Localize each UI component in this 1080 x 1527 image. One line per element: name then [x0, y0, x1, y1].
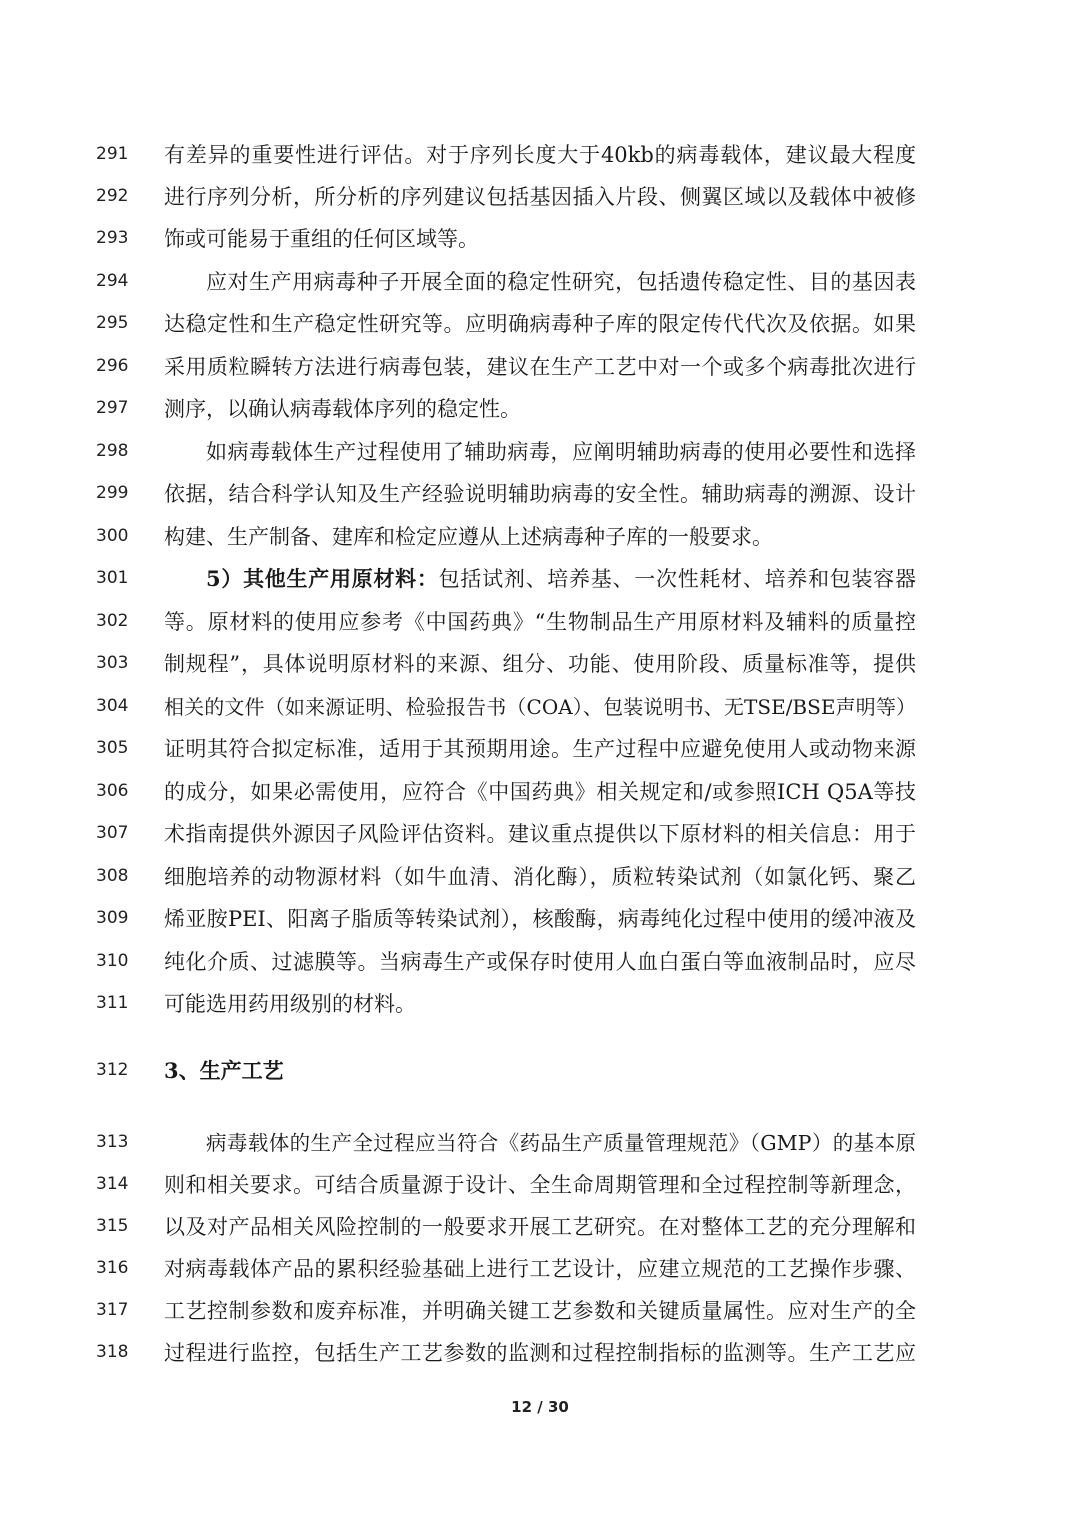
- text-line: [0, 898, 1080, 940]
- line-number: 311: [96, 993, 129, 1013]
- text-line: [0, 346, 1080, 388]
- line-text: 术指南提供外源因子风险评估资料。建议重点提供以下原材料的相关信息：用于: [164, 822, 916, 846]
- line-text: 应对生产用病毒种子开展全面的稳定性研究，包括遗传稳定性、目的基因表: [206, 270, 916, 294]
- line-number: 300: [96, 526, 129, 546]
- text-line: [0, 473, 1080, 515]
- line-number: 316: [96, 1258, 129, 1278]
- line-number: 304: [96, 696, 129, 716]
- text-line: [0, 218, 1080, 260]
- text-line: [0, 1122, 1080, 1164]
- section-heading-line: [0, 1050, 1080, 1092]
- line-text: 对病毒载体产品的累积经验基础上进行工艺设计，应建立规范的工艺操作步骤、: [164, 1257, 916, 1281]
- line-text: 工艺控制参数和废弃标准，并明确关键工艺参数和关键质量属性。应对生产的全: [164, 1299, 916, 1323]
- line-text: 以及对产品相关风险控制的一般要求开展工艺研究。在对整体工艺的充分理解和: [164, 1215, 916, 1239]
- text-line: [0, 516, 1080, 558]
- text-line: [0, 176, 1080, 218]
- text-line: [0, 388, 1080, 430]
- line-number: 297: [96, 398, 129, 418]
- line-number: 291: [96, 144, 129, 164]
- line-text: 证明其符合拟定标准，适用于其预期用途。生产过程中应避免使用人或动物来源: [164, 737, 916, 761]
- line-text: [206, 558, 916, 600]
- text-line: [0, 1290, 1080, 1332]
- line-number: 296: [96, 356, 129, 376]
- line-number: 318: [96, 1342, 129, 1362]
- line-number: 305: [96, 738, 129, 758]
- line-number: 294: [96, 271, 129, 291]
- line-text: 测序，以确认病毒载体序列的稳定性。: [164, 397, 521, 421]
- subsection-heading: 5）其他生产用原材料：: [206, 566, 439, 591]
- line-number: 293: [96, 228, 129, 248]
- line-text: 采用质粒瞬转方法进行病毒包装，建议在生产工艺中对一个或多个病毒批次进行: [164, 355, 916, 379]
- line-number: 312: [96, 1060, 129, 1080]
- line-text: 制规程”，具体说明原材料的来源、组分、功能、使用阶段、质量标准等，提供: [164, 652, 916, 676]
- line-text: 相关的文件（如来源证明、检验报告书（COA）、包装说明书、无TSE/BSE声明等）: [164, 695, 916, 719]
- line-text: 过程进行监控，包括生产工艺参数的监测和过程控制指标的监测等。生产工艺应: [164, 1341, 916, 1365]
- line-number: 298: [96, 441, 129, 461]
- text-line: [0, 1332, 1080, 1374]
- text-line: [0, 813, 1080, 855]
- text-line: [0, 431, 1080, 473]
- text-line: [0, 643, 1080, 685]
- line-text: 达稳定性和生产稳定性研究等。应明确病毒种子库的限定传代代次及依据。如果: [164, 312, 916, 336]
- text-line: [0, 1164, 1080, 1206]
- line-number: 302: [96, 611, 129, 631]
- line-text: 构建、生产制备、建库和检定应遵从上述病毒种子库的一般要求。: [164, 525, 773, 549]
- line-text: 饰或可能易于重组的任何区域等。: [164, 227, 479, 251]
- line-text: 的成分，如果必需使用，应符合《中国药典》相关规定和/或参照ICH Q5A等技: [164, 780, 916, 804]
- text-line: [0, 941, 1080, 983]
- line-text: 烯亚胺PEI、阳离子脂质等转染试剂），核酸酶，病毒纯化过程中使用的缓冲液及: [164, 907, 916, 931]
- text-line: [0, 686, 1080, 728]
- line-text: 可能选用药用级别的材料。: [164, 992, 416, 1016]
- line-number: 301: [96, 568, 129, 588]
- line-number: 295: [96, 313, 129, 333]
- line-text: 等。原材料的使用应参考《中国药典》“生物制品生产用原材料及辅料的质量控: [164, 610, 916, 634]
- text-line: [0, 134, 1080, 176]
- line-text: 则和相关要求。可结合质量源于设计、全生命周期管理和全过程控制等新理念，: [164, 1173, 916, 1197]
- text-line: [0, 1206, 1080, 1248]
- line-text: 细胞培养的动物源材料（如牛血清、消化酶），质粒转染试剂（如氯化钙、聚乙: [164, 865, 916, 889]
- line-number: 307: [96, 823, 129, 843]
- line-number: 306: [96, 781, 129, 801]
- line-number: 315: [96, 1216, 129, 1236]
- line-number: 292: [96, 186, 129, 206]
- line-text: 纯化介质、过滤膜等。当病毒生产或保存时使用人血白蛋白等血液制品时，应尽: [164, 950, 916, 974]
- text-line: [0, 601, 1080, 643]
- line-text: 病毒载体的生产全过程应当符合《药品生产质量管理规范》（GMP）的基本原: [206, 1131, 916, 1155]
- text-line: [0, 303, 1080, 345]
- text-line: [0, 728, 1080, 770]
- text-line: [0, 261, 1080, 303]
- section-heading: 3、生产工艺: [164, 1058, 284, 1083]
- line-number: 303: [96, 653, 129, 673]
- line-text: 如病毒载体生产过程使用了辅助病毒，应阐明辅助病毒的使用必要性和选择: [206, 440, 916, 464]
- line-text: 有差异的重要性进行评估。对于序列长度大于40kb的病毒载体，建议最大程度: [164, 143, 916, 167]
- line-number: 313: [96, 1132, 129, 1152]
- text-line: [0, 983, 1080, 1025]
- text-line: [0, 771, 1080, 813]
- text-line: [0, 1248, 1080, 1290]
- line-number: 317: [96, 1300, 129, 1320]
- text-line: [0, 558, 1080, 600]
- line-number: 314: [96, 1174, 129, 1194]
- line-number: 299: [96, 483, 129, 503]
- subsection-text: 包括试剂、培养基、一次性耗材、培养和包装容器: [438, 567, 916, 591]
- line-number: 310: [96, 951, 129, 971]
- line-number: 309: [96, 908, 129, 928]
- line-number: 308: [96, 866, 129, 886]
- page-number: 12 / 30: [511, 1398, 569, 1416]
- line-text: 依据，结合科学认知及生产经验说明辅助病毒的安全性。辅助病毒的溯源、设计: [164, 482, 916, 506]
- text-line: [0, 856, 1080, 898]
- line-text: 进行序列分析，所分析的序列建议包括基因插入片段、侧翼区域以及载体中被修: [164, 185, 916, 209]
